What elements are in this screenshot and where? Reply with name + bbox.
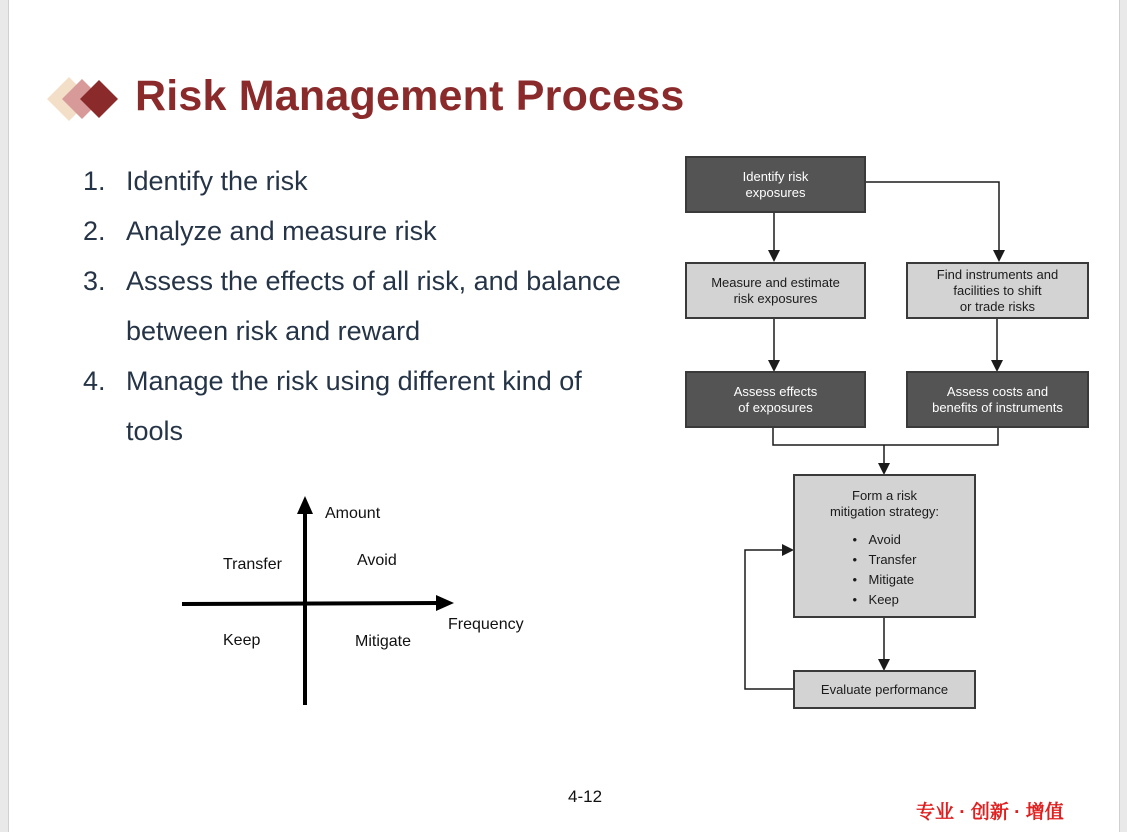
step-text: Assess the effects of all risk, and balance between risk and reward	[126, 266, 621, 346]
flow-measure-exposures: Measure and estimate risk exposures	[685, 262, 866, 319]
step-text: Manage the risk using different kind of tools	[126, 366, 582, 446]
step-number: 4.	[83, 366, 106, 396]
slide-title: Risk Management Process	[135, 72, 685, 120]
quadrant-transfer: Transfer	[223, 556, 282, 573]
quadrant-keep: Keep	[223, 632, 261, 649]
flow-find-instruments: Find instruments and facilities to shift or trade risks	[906, 262, 1089, 319]
list-item: • Transfer	[853, 550, 917, 570]
list-item: • Mitigate	[853, 570, 917, 590]
x-axis-label: Frequency	[448, 616, 524, 633]
page-number: 4-12	[568, 787, 603, 806]
flow-mitigation-strategy: Form a risk mitigation strategy: • Avoid • Transfer • Mitigate • Keep	[793, 474, 976, 618]
flow-identify-exposures: Identify risk exposures	[685, 156, 866, 213]
step-number: 1.	[83, 166, 106, 196]
list-item: • Avoid	[853, 530, 917, 550]
flow-evaluate-performance: Evaluate performance	[793, 670, 976, 709]
step-text: Analyze and measure risk	[126, 216, 437, 246]
flow-assess-effects: Assess effects of exposures	[685, 371, 866, 428]
footer-slogan: 专业 · 创新 · 增值	[916, 802, 1064, 823]
flow-assess-costs: Assess costs and benefits of instruments	[906, 371, 1089, 428]
quadrant-mitigate: Mitigate	[355, 633, 412, 650]
step-text: Identify the risk	[126, 166, 308, 196]
step-number: 3.	[83, 266, 106, 296]
strategy-list	[853, 530, 917, 610]
list-item: • Keep	[853, 590, 917, 610]
step-number: 2.	[83, 216, 106, 246]
quadrant-avoid: Avoid	[357, 552, 397, 569]
y-axis-label: Amount	[325, 505, 381, 522]
slide	[8, 0, 1120, 832]
